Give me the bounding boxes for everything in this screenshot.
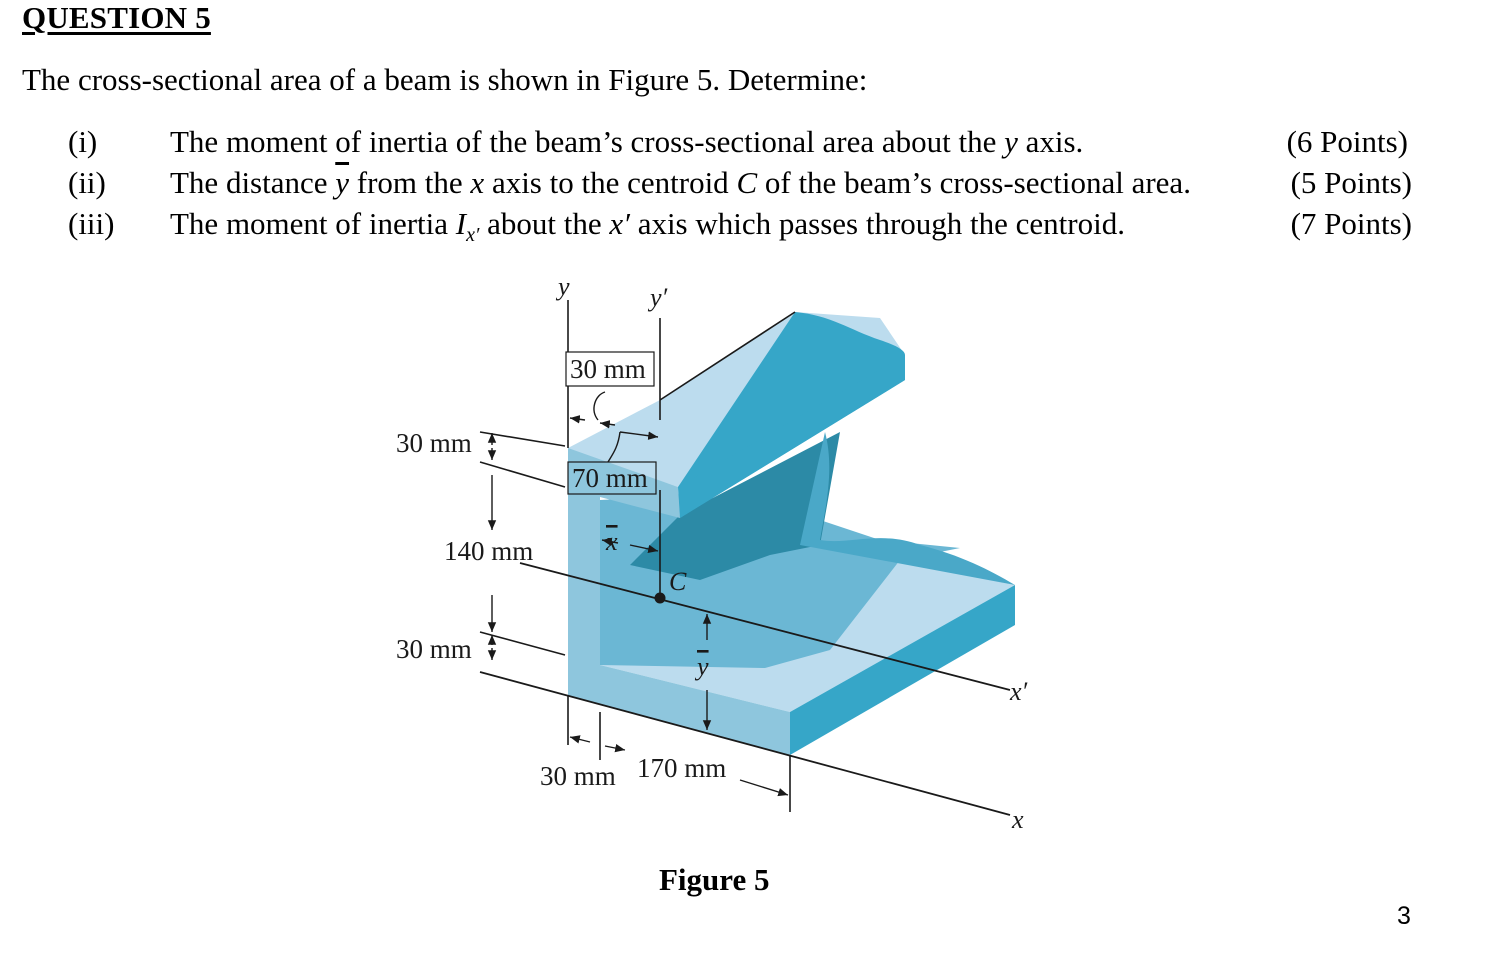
item-text: The distance $\overline{y}$ from the x axis to the centroid C of the beam’s cross-sectional area. bbox=[170, 165, 1191, 200]
question-intro: The cross-sectional area of a beam is shown in Figure 5. Determine: bbox=[22, 62, 868, 97]
x-bar-label: x bbox=[606, 527, 618, 556]
centroid-point bbox=[655, 593, 666, 604]
y-axis-label: y bbox=[558, 272, 570, 301]
dim-depth: 70 mm bbox=[572, 463, 648, 493]
item-points: (5 Points) bbox=[1290, 165, 1412, 200]
item-text: The moment of inertia $I_{x'}$ about the x′ axis which passes through the centroid. bbox=[170, 206, 1125, 247]
figure-caption: Figure 5 bbox=[659, 862, 770, 897]
x-prime-axis-label: x′ bbox=[1010, 677, 1028, 706]
dim-bottom-flange: 30 mm bbox=[396, 634, 472, 664]
question-heading: QUESTION 5 bbox=[22, 0, 211, 35]
dim-bottom-width: 170 mm bbox=[637, 753, 727, 783]
x-axis-label: x bbox=[1012, 805, 1024, 834]
dim-ext-top bbox=[480, 432, 565, 446]
dim-bottom-thick: 30 mm bbox=[540, 761, 616, 791]
y-bar-label: y bbox=[697, 652, 709, 681]
y-prime-axis-label: y′ bbox=[650, 283, 668, 312]
dim-top-width: 30 mm bbox=[570, 354, 646, 384]
dim-top-flange: 30 mm bbox=[396, 428, 472, 458]
item-number: (iii) bbox=[68, 206, 115, 241]
item-number: (i) bbox=[68, 124, 98, 159]
dim-web: 140 mm bbox=[444, 536, 534, 566]
item-number: (ii) bbox=[68, 165, 106, 200]
centroid-label: C bbox=[669, 567, 687, 596]
dim-ext-bottom bbox=[480, 632, 565, 655]
page-number: 3 bbox=[1397, 902, 1411, 930]
item-points: (6 Points) bbox=[1286, 124, 1408, 159]
item-points: (7 Points) bbox=[1290, 206, 1412, 241]
item-text: The moment of inertia of the beam’s cross-sectional area about the y axis. bbox=[170, 124, 1084, 159]
dim-ext-flange bbox=[480, 462, 565, 487]
